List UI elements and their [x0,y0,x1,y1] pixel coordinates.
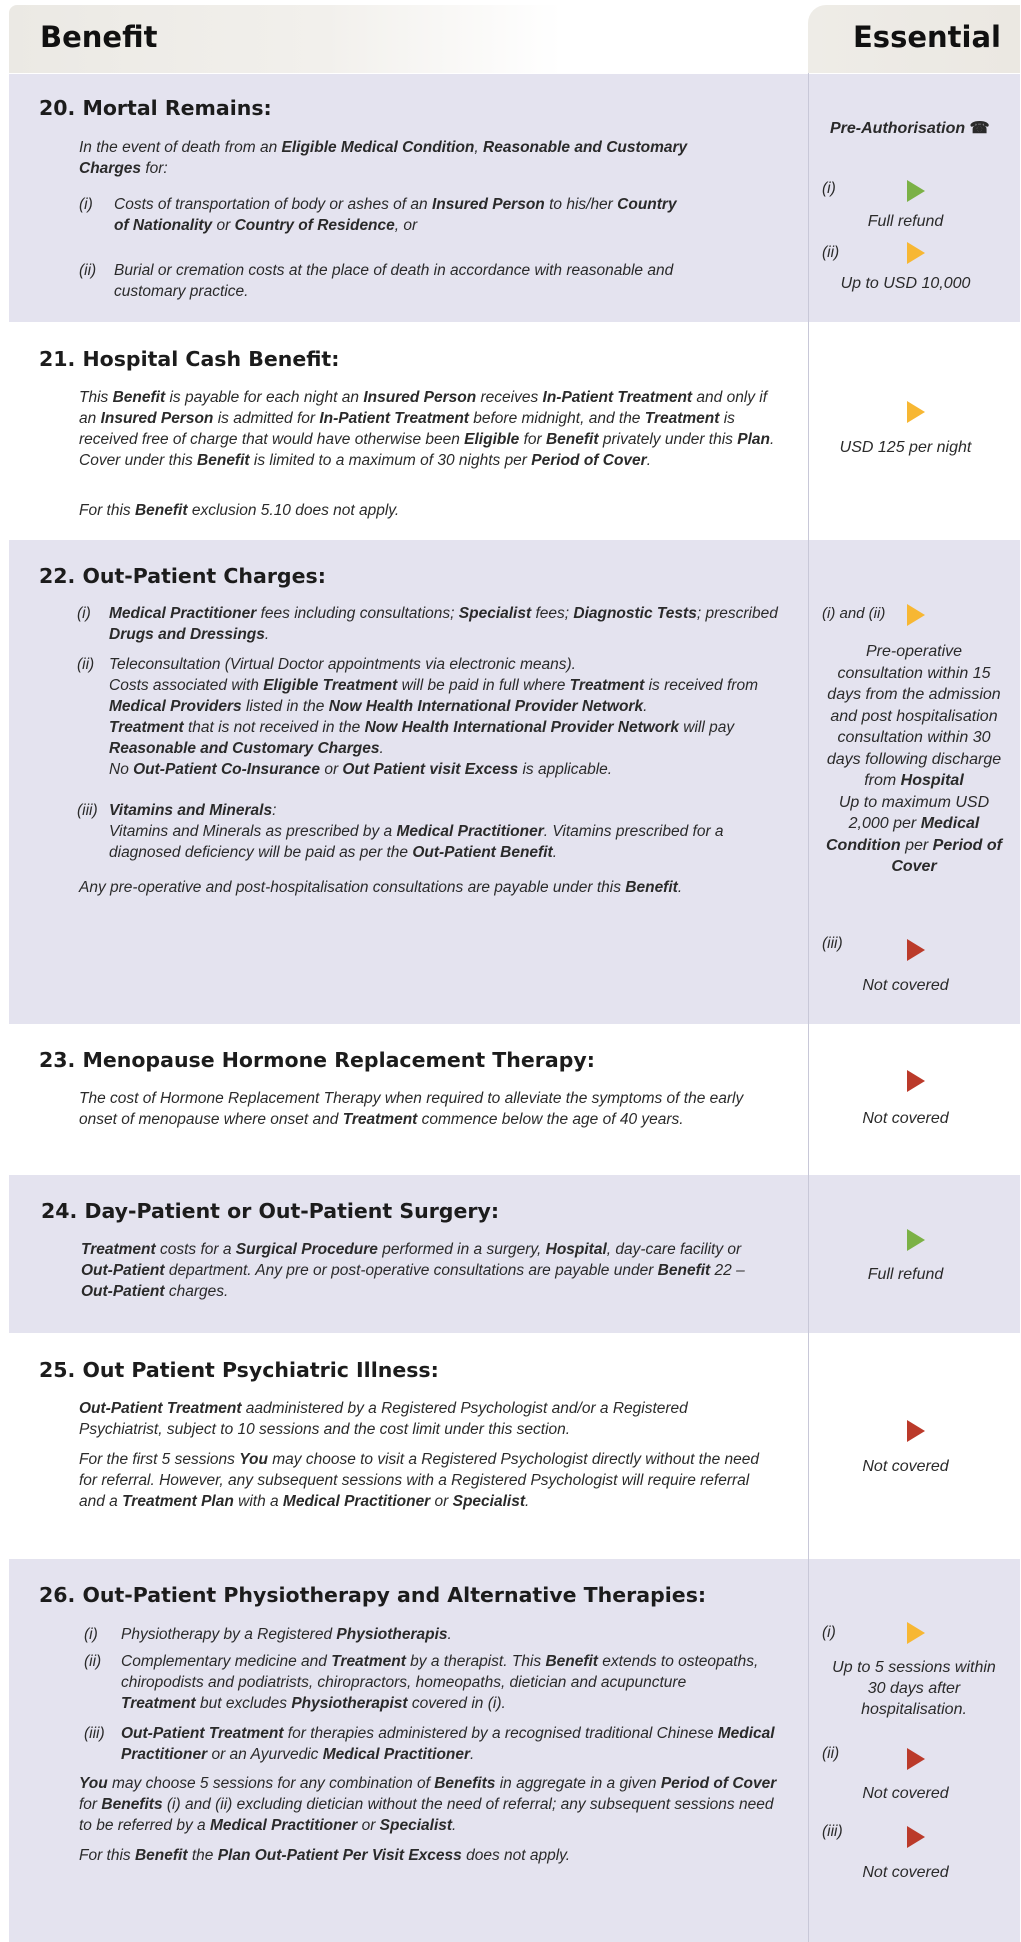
section-20-intro: In the event of death from an Eligible Medical Condition, Reasonable and Customary Charges for: [79,139,688,177]
section-24-value: Full refund [867,1266,944,1283]
section-26-r-i-value: Up to 5 sessions within 30 days after hospitalisation. [832,1659,996,1718]
green-triangle-icon [907,180,925,202]
header-benefit: Benefit [40,20,158,54]
amber-triangle-icon [907,242,925,264]
red-triangle-icon [907,1420,925,1442]
section-20-i-text: Costs of transportation of body or ashes of an Insured Person to his/her Country of Nationality or Country of Residence, or [114,196,677,234]
section-26-r-i-label: (i) [822,1624,836,1641]
section-25-p1: Out-Patient Treatment aadministered by a Registered Psychologist and/or a Registered Psychiatrist, subject to 10 sessions and the cost limit under this section. [79,1400,688,1438]
red-triangle-icon [907,1748,925,1770]
section-22-r-value: Pre-operative consultation within 15 days from the admission and post hospitalisation consultation within 30 days following discharge from Hospital Up to maximum USD 2,000 per Medical Condition per Period of Cover [826,643,1002,875]
section-23-title: 23. Menopause Hormone Replacement Therapy: [39,1048,595,1072]
section-26-ii-num: (ii) [84,1653,102,1670]
section-20-r-ii-label: (ii) [822,244,840,261]
section-26-iii-text: Out-Patient Treatment for therapies administered by a recognised traditional Chinese Medical Practitioner or an Ayurvedic Medical Practitioner. [121,1725,775,1763]
section-26-title: 26. Out-Patient Physiotherapy and Alternative Therapies: [39,1583,707,1607]
section-26-p1: You may choose 5 sessions for any combination of Benefits in aggregate in a given Period of Cover for Benefits (i) and (ii) excluding dietician without the need of referral; any subsequent sessions need to be referred by a Medical Practitioner or Specialist. [79,1775,777,1834]
red-triangle-icon [907,1070,925,1092]
section-26-r-iii-value: Not covered [862,1864,949,1881]
section-22-iii-num: (iii) [77,802,98,819]
section-24-title: 24. Day-Patient or Out-Patient Surgery: [41,1199,500,1223]
section-23-p1: The cost of Hormone Replacement Therapy when required to alleviate the symptoms of the early onset of menopause where onset and Treatment commence below the age of 40 years. [79,1090,744,1128]
section-20-title: 20. Mortal Remains: [39,96,272,120]
pre-authorisation-label [830,118,1015,139]
section-21-value: USD 125 per night [839,439,972,456]
section-21-title: 21. Hospital Cash Benefit: [39,347,340,371]
section-24-p1: Treatment costs for a Surgical Procedure performed in a surgery, Hospital, day-care facility or Out-Patient department. Any pre or post-operative consultations are payable under Benefit 22 – Out-Patient charges. [81,1241,745,1300]
section-20-r-i-value: Full refund [867,213,944,230]
section-20-r-i-label: (i) [822,180,836,197]
section-25-title: 25. Out Patient Psychiatric Illness: [39,1358,439,1382]
section-26-iii-num: (iii) [84,1725,105,1742]
phone-icon: ☎ [969,120,990,137]
amber-triangle-icon [907,401,925,423]
section-23-value: Not covered [862,1110,949,1127]
section-21-p2: For this Benefit exclusion 5.10 does not apply. [79,502,400,519]
section-22-i-text: Medical Practitioner fees including consultations; Specialist fees; Diagnostic Tests; prescribed Drugs and Dressings. [109,605,778,643]
column-divider [808,73,809,1942]
section-20-i-num: (i) [79,196,93,213]
section-26-r-iii-label: (iii) [822,1823,843,1840]
section-21-p1: This Benefit is payable for each night an Insured Person receives In-Patient Treatment and only if an Insured Person is admitted for In-Patient Treatment before midnight, and the Treatment is received free of charge that would have otherwise been Eligible for Benefit privately under this Plan. Cover under this Benefit is limited to a maximum of 30 nights per Period of Cover. [79,389,775,469]
section-22-r-iii-label: (iii) [822,935,843,952]
section-20-r-ii-value: Up to USD 10,000 [840,275,971,292]
section-25-value: Not covered [862,1458,949,1475]
section-26-r-ii-label: (ii) [822,1745,840,1762]
section-20-ii-text: Burial or cremation costs at the place of death in accordance with reasonable and customary practice. [114,262,674,300]
section-22-i-num: (i) [77,605,91,622]
section-26-i-text: Physiotherapy by a Registered Physiotherapis. [121,1626,452,1643]
section-22-iii-text: Vitamins and Minerals: Vitamins and Minerals as prescribed by a Medical Practitioner. Vitamins prescribed for a diagnosed deficiency will be paid as per the Out-Patient Benefit. [109,802,724,861]
section-26-p2: For this Benefit the Plan Out-Patient Per Visit Excess does not apply. [79,1847,571,1864]
header-essential: Essential [853,20,1001,54]
section-26-i-num: (i) [84,1626,98,1643]
section-26-ii-text: Complementary medicine and Treatment by a therapist. This Benefit extends to osteopaths, chiropodists and podiatrists, chiropractors, homeopaths, dietician and acupuncture Treatment but excludes Physiotherapist covered in (i). [121,1653,759,1712]
green-triangle-icon [907,1229,925,1251]
section-22-title: 22. Out-Patient Charges: [39,564,326,588]
section-22-r-label: (i) and (ii) [822,605,886,622]
pre-authorisation-text: Pre-Authorisation [830,120,966,137]
section-25-p2: For the first 5 sessions You may choose to visit a Registered Psychologist directly without the need for referral. However, any subsequent sessions with a Registered Psychologist will require referral and a Treatment Plan with a Medical Practitioner or Specialist. [79,1451,760,1510]
amber-triangle-icon [907,604,925,626]
section-22-ii-num: (ii) [77,656,95,673]
section-22-footer: Any pre-operative and post-hospitalisation consultations are payable under this Benefit. [79,879,683,896]
amber-triangle-icon [907,1622,925,1644]
red-triangle-icon [907,939,925,961]
section-26-r-ii-value: Not covered [862,1785,949,1802]
section-22-ii-text: Teleconsultation (Virtual Doctor appointments via electronic means). Costs associated with Eligible Treatment will be paid in full where Treatment is received from Medical Providers listed in the Now Health International Provider Network. Treatment that is not received in the Now Health International Provider Network will pay Reasonable and Customary Charges. No Out-Patient Co-Insurance or Out Patient visit Excess is applicable. [109,656,758,778]
section-22-r-iii-value: Not covered [862,977,949,994]
section-20-ii-num: (ii) [79,262,97,279]
red-triangle-icon [907,1826,925,1848]
